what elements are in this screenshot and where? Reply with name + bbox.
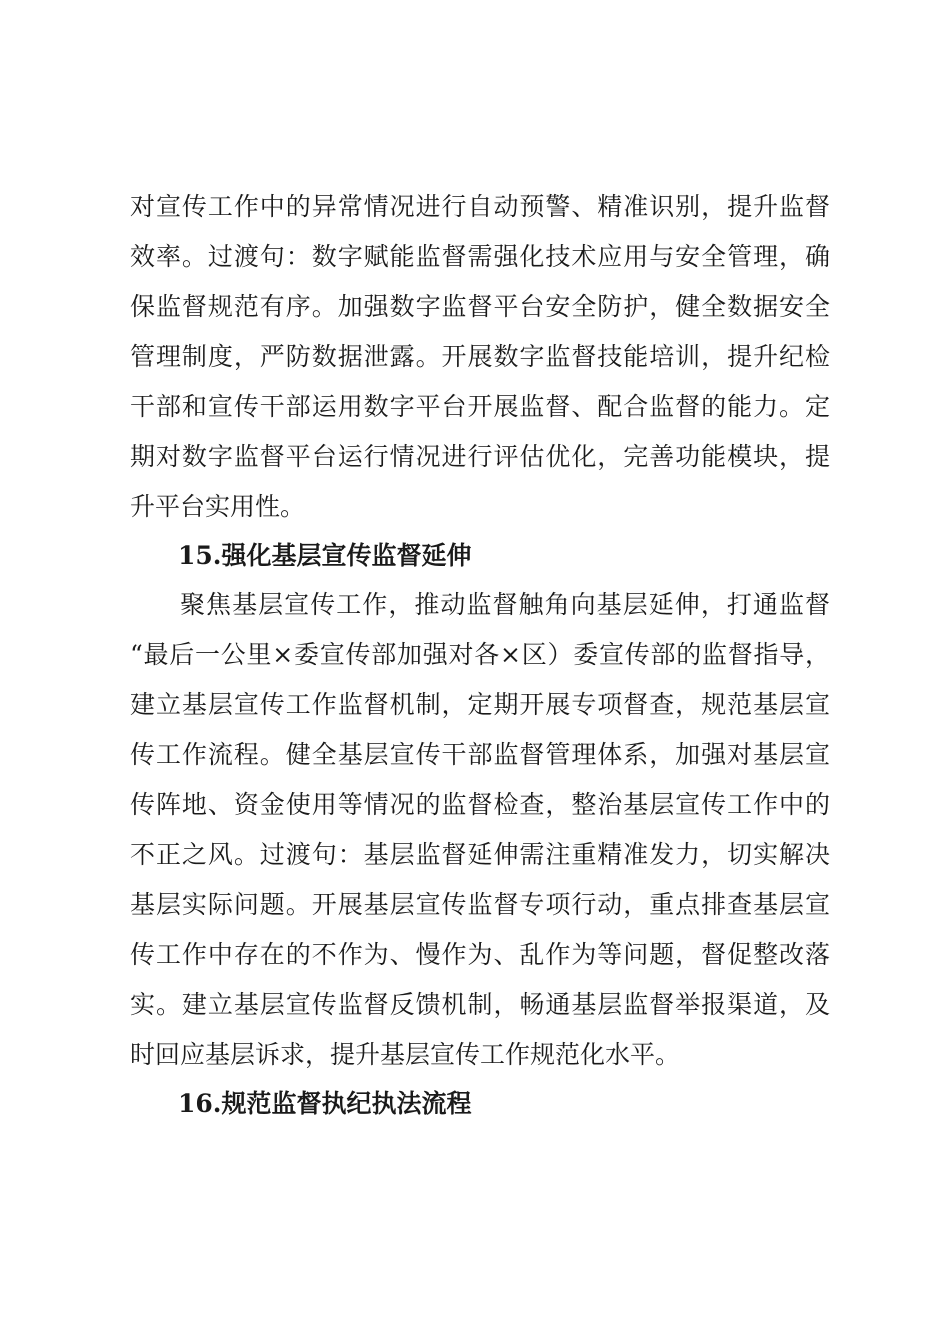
paragraph-line: 建立基层宣传工作监督机制，定期开展专项督查，规范基层宣 bbox=[130, 690, 830, 719]
paragraph-line: 管理制度，严防数据泄露。开展数字监督技能培训，提升纪检 bbox=[130, 342, 830, 371]
paragraph-line: 升平台实用性。 bbox=[130, 492, 306, 521]
paragraph-line: 传阵地、资金使用等情况的监督检查，整治基层宣传工作中的 bbox=[130, 790, 830, 819]
paragraph-line: 保监督规范有序。加强数字监督平台安全防护，健全数据安全 bbox=[130, 292, 830, 321]
paragraph-line: 聚焦基层宣传工作，推动监督触角向基层延伸，打通监督 bbox=[180, 590, 830, 619]
paragraph-line: 期对数字监督平台运行情况进行评估优化，完善功能模块，提 bbox=[130, 442, 830, 471]
paragraph-line: 效率。过渡句：数字赋能监督需强化技术应用与安全管理，确 bbox=[130, 242, 830, 271]
paragraph-line: 时回应基层诉求，提升基层宣传工作规范化水平。 bbox=[130, 1040, 681, 1069]
section-heading-16: 16.规范监督执纪执法流程 bbox=[178, 1089, 472, 1118]
paragraph-line: 不正之风。过渡句：基层监督延伸需注重精准发力，切实解决 bbox=[130, 840, 830, 869]
paragraph-line: 干部和宣传干部运用数字平台开展监督、配合监督的能力。定 bbox=[130, 392, 830, 421]
section-heading-15: 15.强化基层宣传监督延伸 bbox=[178, 541, 472, 570]
paragraph-line: 传工作流程。健全基层宣传干部监督管理体系，加强对基层宣 bbox=[130, 740, 830, 769]
paragraph-line: 对宣传工作中的异常情况进行自动预警、精准识别，提升监督 bbox=[130, 192, 830, 221]
paragraph-line: 实。建立基层宣传监督反馈机制，畅通基层监督举报渠道，及 bbox=[130, 990, 830, 1019]
paragraph-line: “最后一公里×委宣传部加强对各×区）委宣传部的监督指导， bbox=[130, 640, 830, 669]
paragraph-line: 传工作中存在的不作为、慢作为、乱作为等问题，督促整改落 bbox=[130, 940, 830, 969]
paragraph-line: 基层实际问题。开展基层宣传监督专项行动，重点排查基层宣 bbox=[130, 890, 830, 919]
